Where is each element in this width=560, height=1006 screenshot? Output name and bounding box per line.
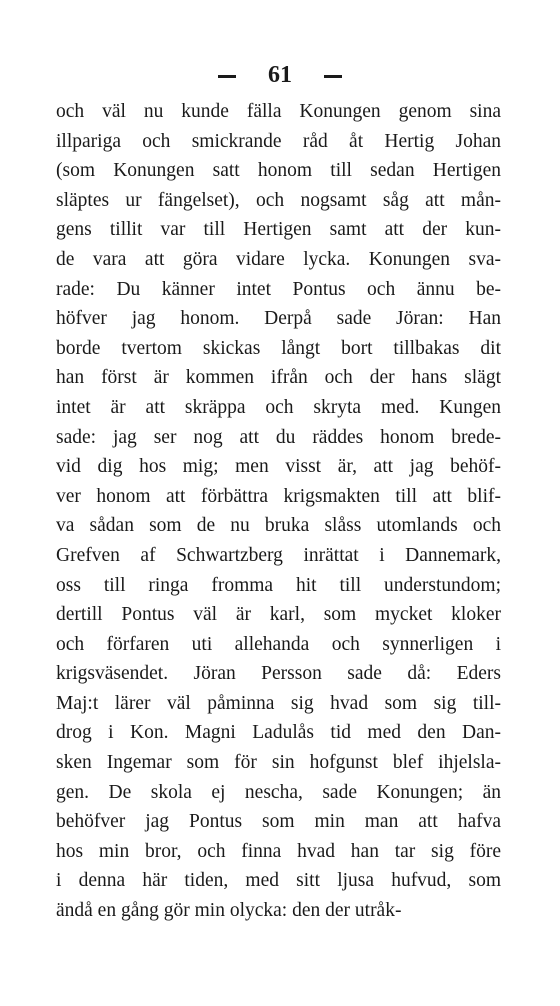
- text-line: ändå en gång gör min olycka: den der utråk-: [56, 900, 402, 922]
- text-line: ver honom att förbättra krigsmakten till att blif-: [56, 485, 501, 507]
- text-line: de vara att göra vidare lycka. Konungen sva-: [56, 248, 501, 270]
- text-line: Grefven af Schwartzberg inrättat i Dannemark,: [56, 544, 501, 566]
- text-line: i denna här tiden, med sitt ljusa hufvud, som: [56, 870, 501, 892]
- text-line: sade: jag ser nog att du räddes honom brede-: [56, 426, 501, 448]
- text-line: Maj:t lärer väl påminna sig hvad som sig till-: [56, 692, 501, 714]
- header-dash-left: [218, 75, 236, 78]
- text-line: och väl nu kunde fälla Konungen genom sina: [56, 101, 501, 122]
- text-line: behöfver jag Pontus som min man att hafva: [56, 811, 501, 833]
- text-line: intet är att skräppa och skryta med. Kungen: [56, 396, 501, 418]
- text-line: krigsväsendet. Jöran Persson sade då: Eders: [56, 663, 501, 685]
- text-line: (som Konungen satt honom till sedan Hertigen: [56, 160, 501, 182]
- text-line: vid dig hos mig; men visst är, att jag behöf-: [56, 456, 501, 478]
- text-line: och förfaren uti allehanda och synnerligen i: [56, 633, 501, 655]
- body-text: [56, 97, 501, 926]
- text-line: drog i Kon. Magni Ladulås tid med den Dan-: [56, 722, 501, 744]
- text-line: släptes ur fängelset), och nogsamt såg att mån-: [56, 189, 501, 211]
- text-line: han först är kommen ifrån och der hans slägt: [56, 367, 501, 389]
- text-line: hos min bror, och finna hvad han tar sig före: [56, 840, 501, 862]
- text-line: oss till ringa fromma hit till understundom;: [56, 574, 501, 596]
- header-dash-right: [324, 75, 342, 78]
- page-number: 61: [268, 62, 292, 88]
- text-line: illpariga och smickrande råd åt Hertig Johan: [56, 130, 501, 152]
- text-line: sken Ingemar som för sin hofgunst blef ihjelsla-: [56, 752, 501, 774]
- text-line: höfver jag honom. Derpå sade Jöran: Han: [56, 308, 501, 330]
- page-header: [0, 62, 560, 89]
- text-line: borde tvertom skickas långt bort tillbakas dit: [56, 337, 501, 359]
- text-line: gen. De skola ej nescha, sade Konungen; än: [56, 781, 501, 803]
- text-line: gens tillit var till Hertigen samt att der kun-: [56, 219, 501, 241]
- text-line: va sådan som de nu bruka slåss utomlands och: [56, 515, 501, 537]
- text-line: dertill Pontus väl är karl, som mycket kloker: [56, 604, 501, 626]
- text-line: rade: Du känner intet Pontus och ännu be-: [56, 278, 501, 300]
